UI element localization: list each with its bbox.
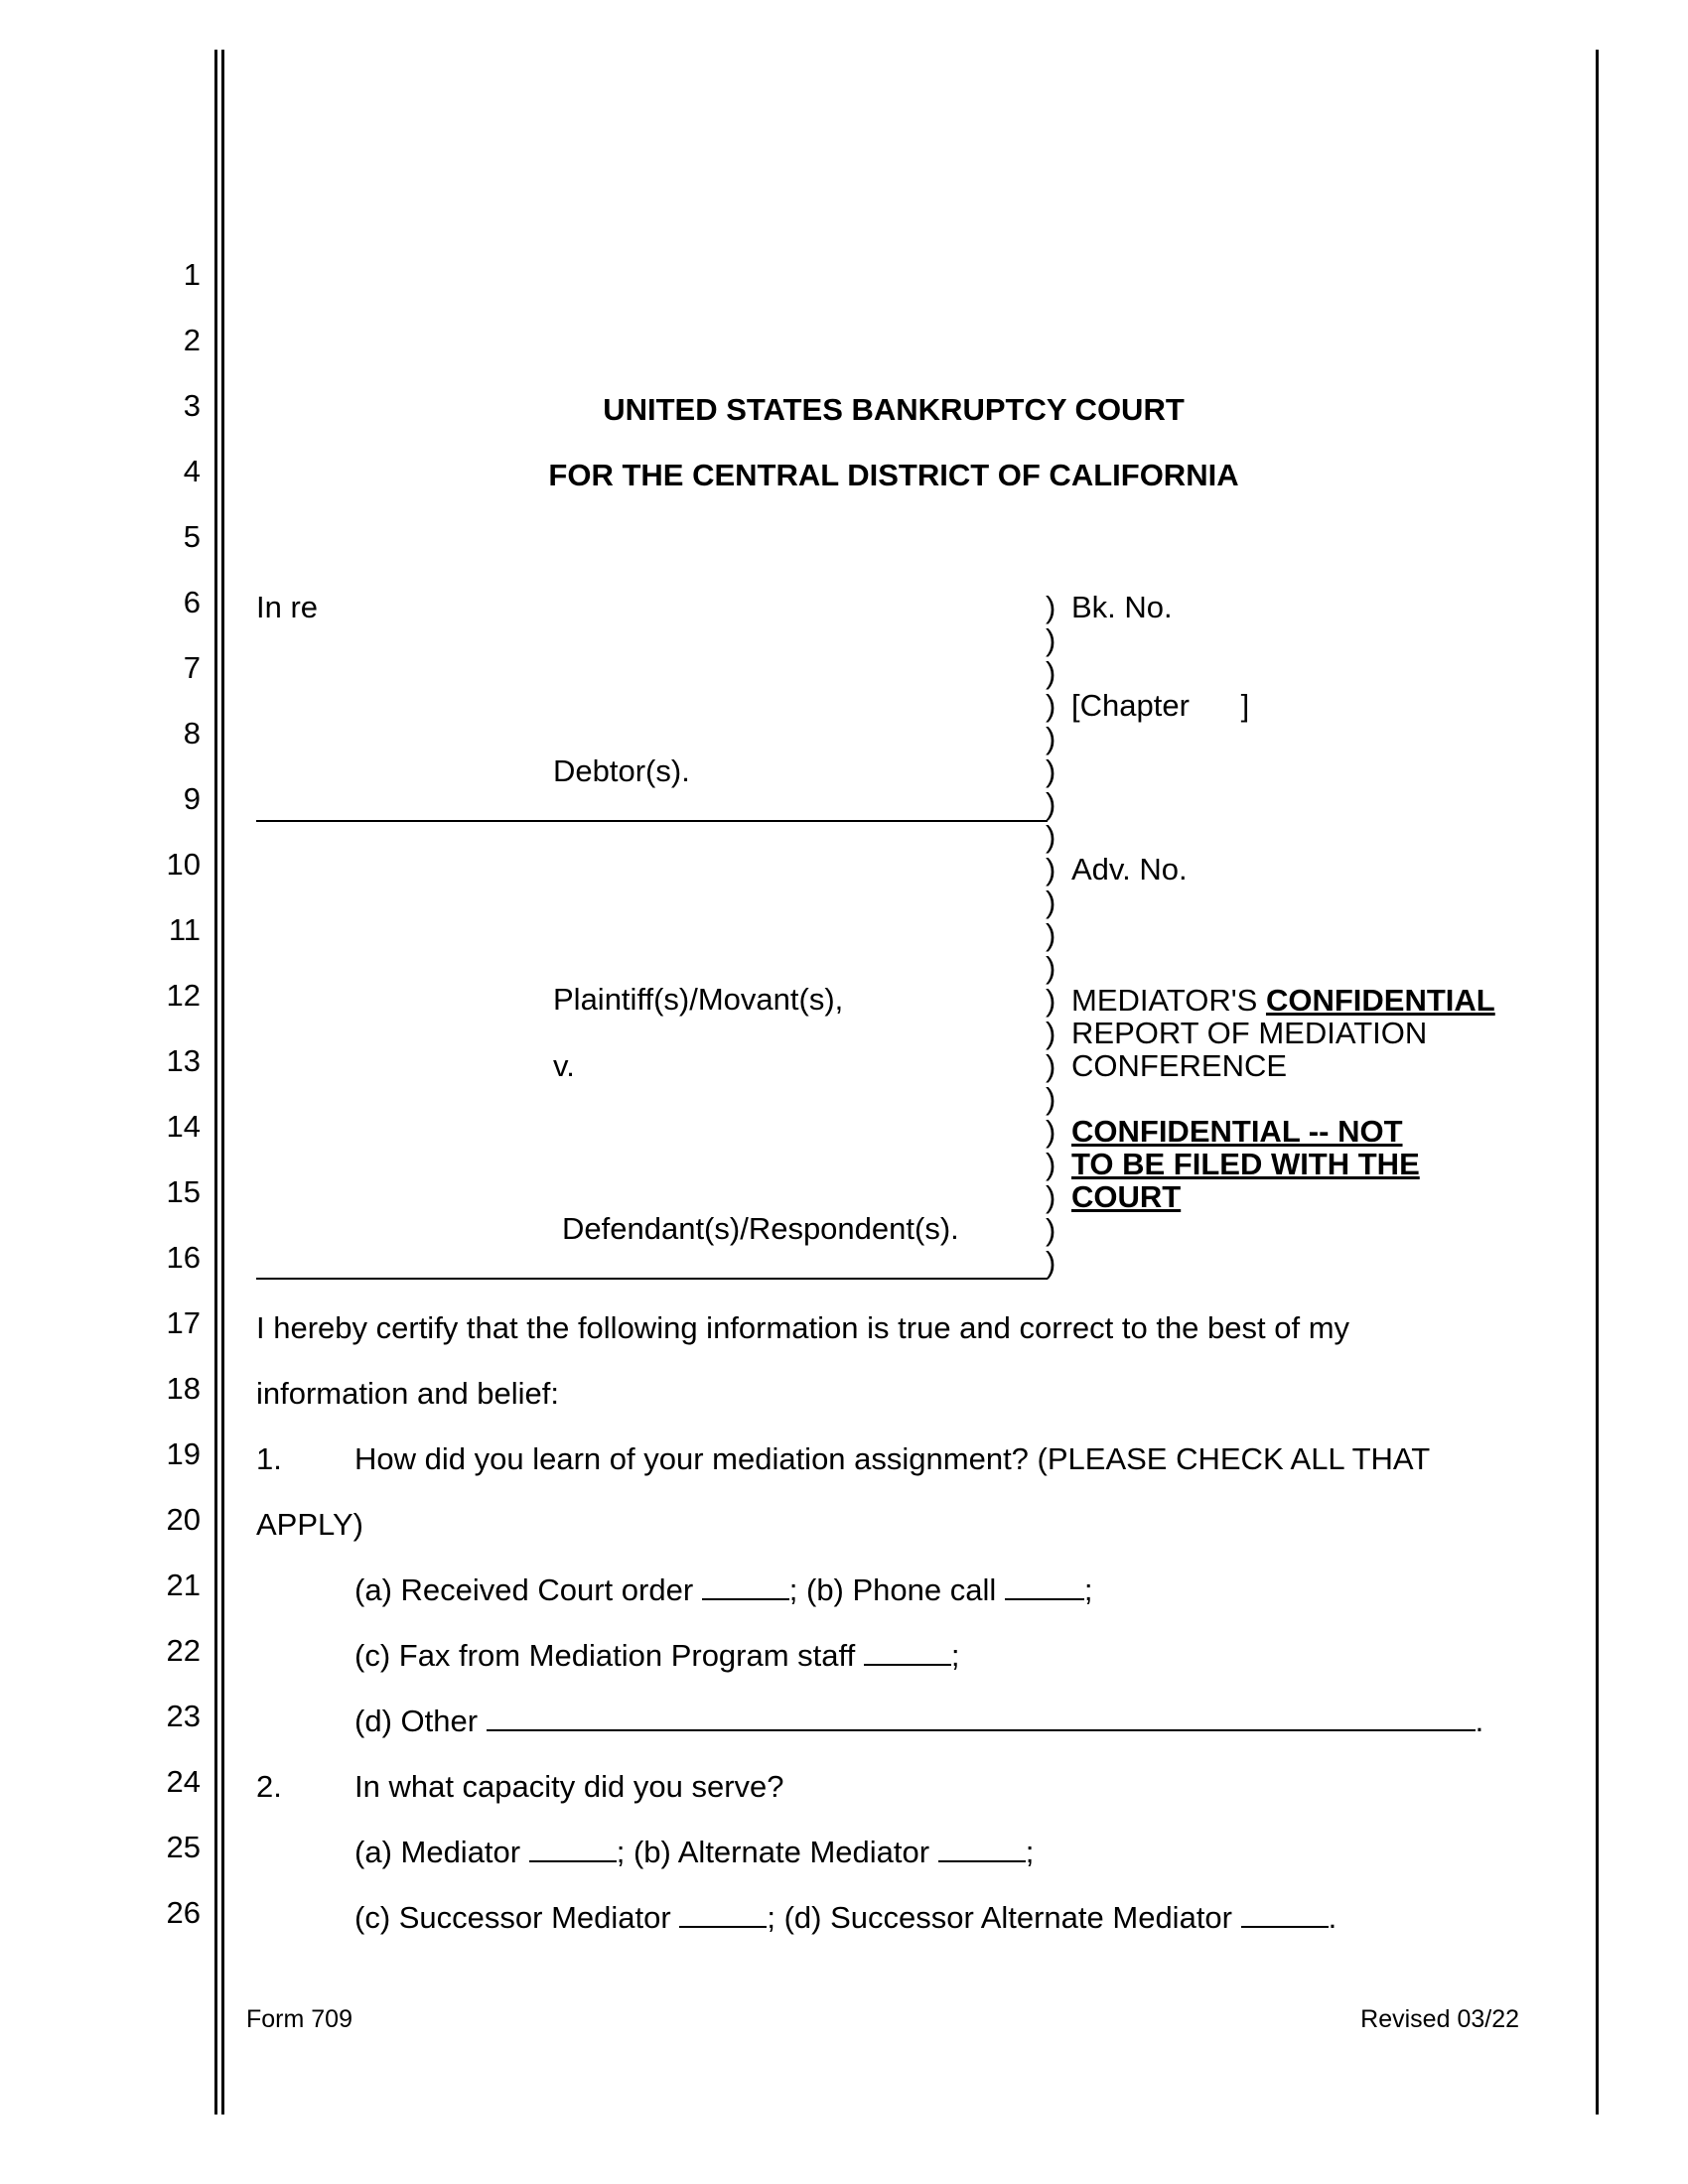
successor-alternate-mediator-blank[interactable] [1241, 1902, 1329, 1928]
caption-paren: ) [1046, 1212, 1056, 1247]
caption-paren: ) [1046, 721, 1056, 755]
court-title: UNITED STATES BANKRUPTCY COURT [603, 392, 1185, 427]
caption-paren: ) [1046, 786, 1056, 821]
line-number: 20 [166, 1502, 201, 1537]
successor-mediator-blank[interactable] [679, 1902, 767, 1928]
line-number: 5 [183, 519, 201, 554]
line-number: 10 [166, 847, 201, 882]
right-margin-rule [1596, 50, 1599, 2115]
line-number: 18 [166, 1371, 201, 1406]
caption-paren: ) [1046, 1048, 1056, 1083]
other-blank[interactable] [487, 1706, 1476, 1731]
period: . [1475, 1704, 1484, 1738]
option-successor-mediator: (c) Successor Mediator [354, 1900, 671, 1935]
line-number: 23 [166, 1699, 201, 1733]
line-number: 22 [166, 1633, 201, 1668]
caption-paren: ) [1046, 950, 1056, 985]
caption-paren: ) [1046, 655, 1056, 690]
line-number: 21 [166, 1568, 201, 1602]
period: . [1328, 1900, 1337, 1935]
certification-line2: information and belief: [256, 1376, 560, 1411]
question-2-options-cd [354, 1902, 1336, 1933]
caption-paren: ) [1046, 917, 1056, 952]
confidential-notice-line2: TO BE FILED WITH THE [1071, 1147, 1420, 1181]
question-2-number: 2. [256, 1769, 282, 1804]
caption-paren: ) [1046, 819, 1056, 854]
option-phone-call: ; (b) Phone call [788, 1572, 997, 1607]
received-court-order-blank[interactable] [702, 1574, 789, 1600]
caption-paren: ) [1046, 688, 1056, 723]
caption-paren: ) [1046, 753, 1056, 788]
bk-no-label: Bk. No. [1071, 590, 1173, 624]
defendant-caption-rule [256, 1278, 1048, 1280]
line-number: 19 [166, 1436, 201, 1471]
caption-paren: ) [1046, 590, 1056, 624]
line-number: 17 [166, 1305, 201, 1340]
line-number: 25 [166, 1830, 201, 1864]
versus-label: v. [553, 1048, 575, 1083]
debtor-label: Debtor(s). [553, 753, 690, 788]
left-margin-rule-inner [221, 50, 224, 2115]
line-number: 7 [183, 650, 201, 685]
court-district: FOR THE CENTRAL DISTRICT OF CALIFORNIA [548, 458, 1239, 492]
semicolon: ; [1083, 1572, 1093, 1607]
line-number: 26 [166, 1895, 201, 1930]
document-title-line2: REPORT OF MEDIATION [1071, 1016, 1428, 1050]
question-1-number: 1. [256, 1441, 282, 1476]
option-received-court-order: (a) Received Court order [354, 1572, 694, 1607]
revision-date: Revised 03/22 [1360, 2005, 1519, 2033]
caption-paren: ) [1046, 1081, 1056, 1116]
option-fax-from-staff: (c) Fax from Mediation Program staff [354, 1638, 856, 1673]
left-margin-rule-outer [214, 50, 217, 2115]
line-number: 15 [166, 1174, 201, 1209]
line-number: 16 [166, 1240, 201, 1275]
option-mediator: (a) Mediator [354, 1835, 521, 1869]
confidential-notice-line3: COURT [1071, 1179, 1182, 1214]
alternate-mediator-blank[interactable] [938, 1837, 1026, 1862]
line-number: 9 [183, 781, 201, 816]
question-1-text-cont: APPLY) [256, 1507, 363, 1542]
document-title-line1 [1071, 985, 1495, 1016]
debtor-caption-rule [256, 820, 1048, 822]
line-number: 3 [183, 388, 201, 423]
form-number: Form 709 [246, 2005, 352, 2033]
line-number: 12 [166, 978, 201, 1013]
line-number: 4 [183, 454, 201, 488]
semicolon: ; [950, 1638, 960, 1673]
line-number: 24 [166, 1764, 201, 1799]
option-successor-alternate-mediator: ; (d) Successor Alternate Mediator [767, 1900, 1232, 1935]
caption-paren: ) [1046, 885, 1056, 919]
question-1-option-d [354, 1706, 1483, 1736]
defendant-label: Defendant(s)/Respondent(s). [562, 1211, 959, 1246]
confidential-notice-line1: CONFIDENTIAL -- NOT [1071, 1114, 1403, 1149]
document-title-prefix: MEDIATOR'S [1071, 983, 1266, 1018]
question-2-text: In what capacity did you serve? [354, 1769, 784, 1804]
line-number: 13 [166, 1043, 201, 1078]
semicolon: ; [1025, 1835, 1035, 1869]
option-other: (d) Other [354, 1704, 479, 1738]
caption-paren: ) [1046, 1147, 1056, 1181]
in-re-label: In re [256, 590, 319, 624]
plaintiff-label: Plaintiff(s)/Movant(s), [553, 982, 844, 1017]
line-number: 6 [183, 585, 201, 619]
option-alternate-mediator: ; (b) Alternate Mediator [616, 1835, 930, 1869]
question-1-text: How did you learn of your mediation assignment? (PLEASE CHECK ALL THAT [354, 1441, 1431, 1476]
line-number: 11 [168, 912, 201, 947]
caption-paren: ) [1046, 1179, 1056, 1214]
caption-paren: ) [1046, 852, 1056, 887]
line-number: 1 [183, 257, 201, 292]
question-1-options-ab [354, 1574, 1093, 1605]
adv-no-label: Adv. No. [1071, 852, 1188, 887]
caption-paren: ) [1046, 983, 1056, 1018]
chapter-label: [Chapter ] [1071, 688, 1250, 723]
line-number: 14 [166, 1109, 201, 1144]
document-title-line3: CONFERENCE [1071, 1048, 1288, 1083]
mediator-blank[interactable] [529, 1837, 617, 1862]
caption-paren: ) [1046, 1114, 1056, 1149]
fax-from-staff-blank[interactable] [864, 1640, 951, 1666]
document-title-confidential: CONFIDENTIAL [1265, 983, 1495, 1018]
caption-paren: ) [1046, 622, 1056, 657]
caption-paren: ) [1046, 1016, 1056, 1050]
phone-call-blank[interactable] [1005, 1574, 1084, 1600]
question-1-option-c [354, 1640, 959, 1671]
question-2-options-ab [354, 1837, 1034, 1867]
certification-line1: I hereby certify that the following information is true and correct to the best of my [256, 1310, 1350, 1345]
line-number: 2 [183, 323, 201, 357]
caption-paren: ) [1046, 1245, 1056, 1280]
line-number: 8 [183, 716, 201, 751]
